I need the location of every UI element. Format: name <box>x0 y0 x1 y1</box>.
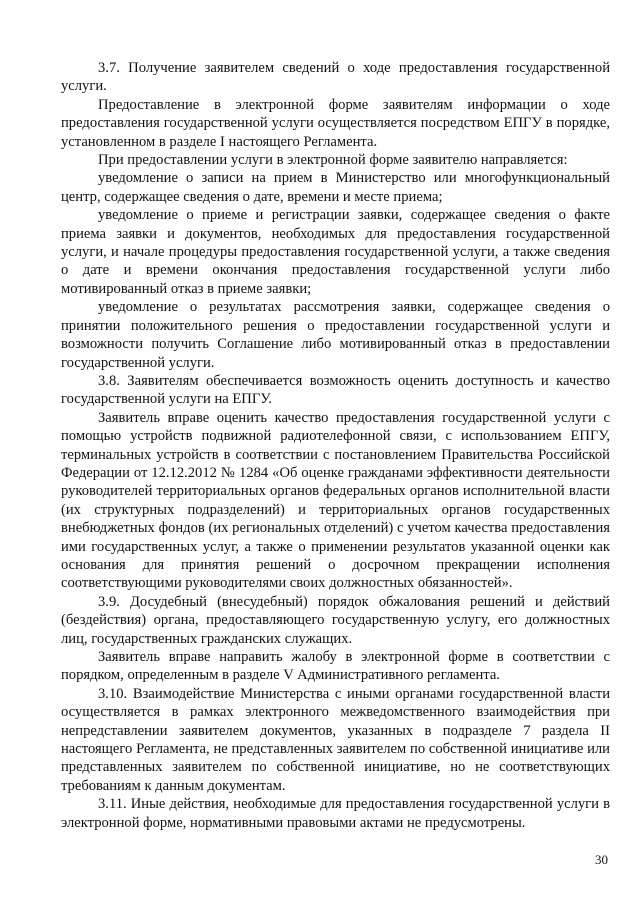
paragraph-results-notice: уведомление о результатах рассмотрения заявки, содержащее сведения о принятии положительного решения о предоставлении государственной услуги и возможности получить Соглашение либо мотивированный отказ в предоставлении государственной услуги. <box>61 299 610 371</box>
paragraph-3-8-heading: 3.8. Заявителям обеспечивается возможность оценить доступность и качество государственной услуги на ЕПГУ. <box>61 372 610 408</box>
paragraph-3-9-heading: 3.9. Досудебный (внесудебный) порядок обжалования решений и действий (бездействия) органа, предоставляющего государственную услугу, его должностных лиц, государственных гражданских служащих. <box>61 593 610 647</box>
paragraph-registration-notice: уведомление о приеме и регистрации заявки, содержащее сведения о факте приема заявки и документов, необходимых для предоставления государственной услуги, и начале процедуры предоставления государственной услуги, а также сведения о дате и времени окончания предоставления государственной услуги либо мотивированный отказ в приеме заявки; <box>61 207 610 297</box>
paragraph-3-7-heading: 3.7. Получение заявителем сведений о ходе предоставления государственной услуги. <box>61 60 610 95</box>
paragraph-appointment-notice: уведомление о записи на прием в Министерство или многофункциональный центр, содержащее сведения о дате, времени и месте приема; <box>61 170 610 205</box>
paragraph-3-10-interaction: 3.10. Взаимодействие Министерства с иными органами государственной власти осуществляется в рамках электронного межведомственного взаимодействия при непредставлении заявителем документов, указанных в подразделе 7 раздела II настоящего Регламента, не представленных заявителем по собственной инициативе или представленных заявителем по собственной инициативе, но не соответствующих требованиям к данным документам. <box>61 685 610 794</box>
document-body <box>61 59 610 832</box>
paragraph-3-11-other-actions: 3.11. Иные действия, необходимые для предоставления государственной услуги в электронной форме, нормативными правовыми актами не предусмотрены. <box>61 796 610 831</box>
paragraph-quality-evaluation: Заявитель вправе оценить качество предоставления государственной услуги с помощью устройств подвижной радиотелефонной связи, с использованием ЕПГУ, терминальных устройств в соответствии с постановлением Правительства Российской Федерации от 12.12.2012 № 1284 «Об оценке гражданами эффективности деятельности руководителей территориальных органов федеральных органов исполнительной власти (их структурных подразделений) и территориальных органов государственных внебюджетных фондов (их региональных отделений) с учетом качества предоставления ими государственных услуг, а также о применении результатов указанной оценки как основания для принятия решений о досрочном прекращении исполнения соответствующими руководителями своих должностных обязанностей». <box>61 409 610 592</box>
paragraph-status-info: Предоставление в электронной форме заявителям информации о ходе предоставления государственной услуги осуществляется посредством ЕПГУ в порядке, установленном в разделе I настоящего Регламента. <box>61 96 610 150</box>
page-number: 30 <box>595 852 608 867</box>
paragraph-complaint: Заявитель вправе направить жалобу в электронной форме в соответствии с порядком, определенным в разделе V Административного регламента. <box>61 649 610 684</box>
paragraph-notifications-intro: При предоставлении услуги в электронной форме заявителю направляется: <box>98 152 568 169</box>
